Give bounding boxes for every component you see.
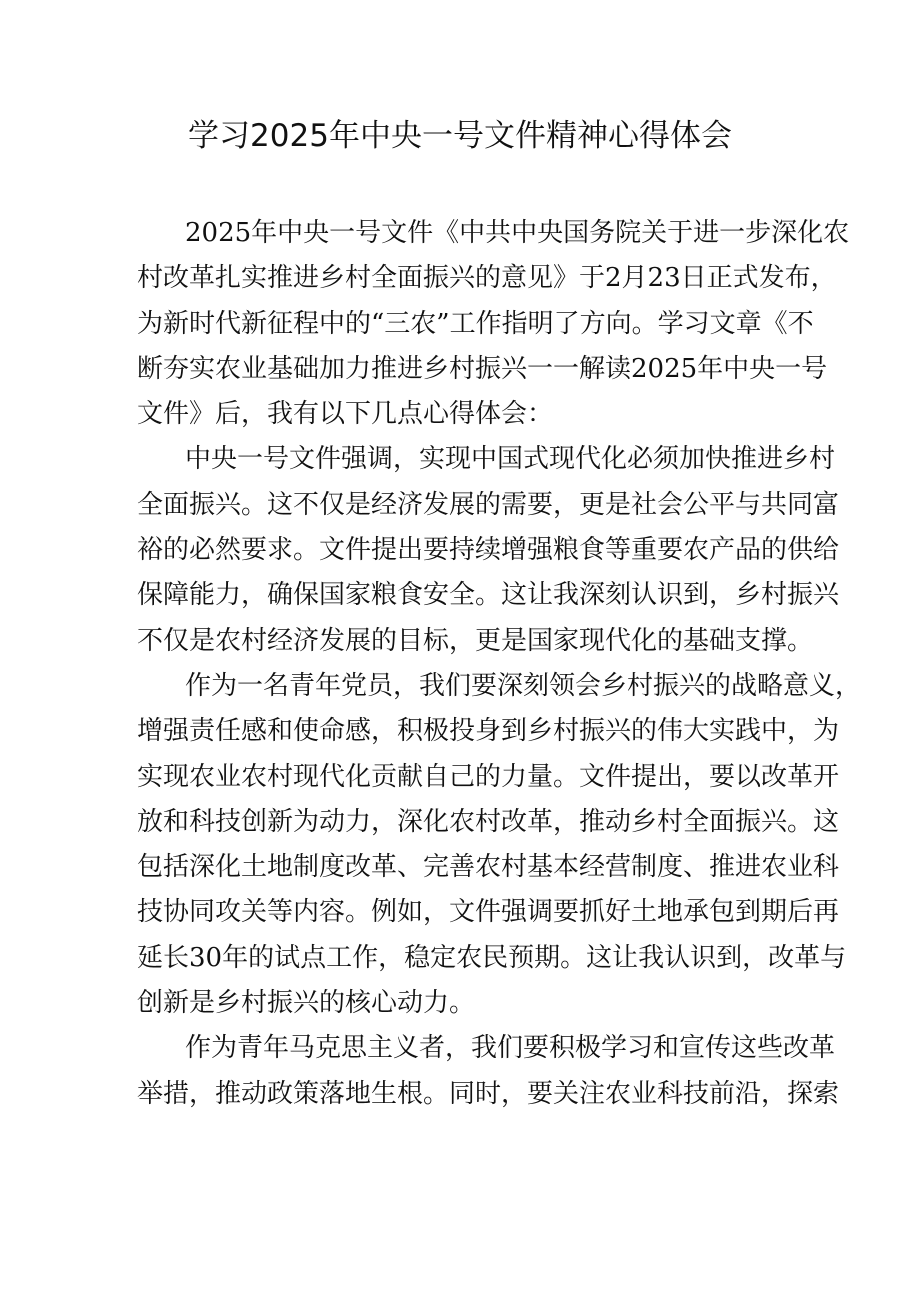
paragraph-line: 不仅是农村经济发展的目标，更是国家现代化的基础支撑。 [137, 625, 814, 656]
paragraph [137, 664, 862, 1026]
paragraph-line: 2025年中央一号文件《中共中央国务院关于进一步深化农 [185, 218, 850, 248]
paragraph-line: 增强责任感和使命感，积极投身到乡村振兴的伟大实践中，为 [137, 716, 840, 747]
paragraph [137, 437, 840, 663]
paragraph-line: 技协同攻关等内容。例如，文件强调要抓好土地承包到期后再 [137, 897, 840, 928]
paragraph-line: 文件》后，我有以下几点心得体会： [137, 399, 554, 430]
paragraph-line: 村改革扎实推进乡村全面振兴的意见》于2月23日正式发布， [137, 263, 837, 294]
paragraph-line: 延长30年的试点工作，稳定农民预期。这让我认识到，改革与 [137, 942, 847, 973]
paragraph-line: 保障能力，确保国家粮食安全。这让我深刻认识到，乡村振兴 [137, 580, 840, 611]
paragraph-line: 放和科技创新为动力，深化农村改革，推动乡村全面振兴。这 [137, 806, 840, 837]
paragraph-line: 实现农业农村现代化贡献自己的力量。文件提出，要以改革开 [137, 761, 840, 792]
paragraph [137, 211, 850, 437]
paragraph-line: 作为一名青年党员，我们要深刻领会乡村振兴的战略意义， [185, 670, 862, 701]
paragraph-line: 包括深化土地制度改革、完善农村基本经营制度、推进农业科 [137, 852, 840, 883]
paragraph-line: 为新时代新征程中的“三农”工作指明了方向。学习文章《不 [137, 308, 814, 339]
paragraph-line: 作为青年马克思主义者，我们要积极学习和宣传这些改革 [185, 1033, 836, 1064]
paragraph-line: 裕的必然要求。文件提出要持续增强粮食等重要农产品的供给 [137, 535, 840, 566]
paragraph-line: 全面振兴。这不仅是经济发展的需要，更是社会公平与共同富 [137, 489, 840, 520]
paragraph-line: 举措，推动政策落地生根。同时，要关注农业科技前沿，探索 [137, 1078, 840, 1109]
paragraph-line: 断夯实农业基础加力推进乡村振兴一一解读2025年中央一号 [137, 353, 828, 384]
document-body [137, 211, 862, 1117]
paragraph-container [137, 211, 862, 1117]
paragraph-line: 创新是乡村振兴的核心动力。 [137, 988, 476, 1019]
paragraph-line: 中央一号文件强调，实现中国式现代化必须加快推进乡村 [185, 444, 836, 475]
paragraph [137, 1026, 840, 1117]
document-title: 学习2025年中央一号文件精神心得体会 [188, 118, 732, 154]
